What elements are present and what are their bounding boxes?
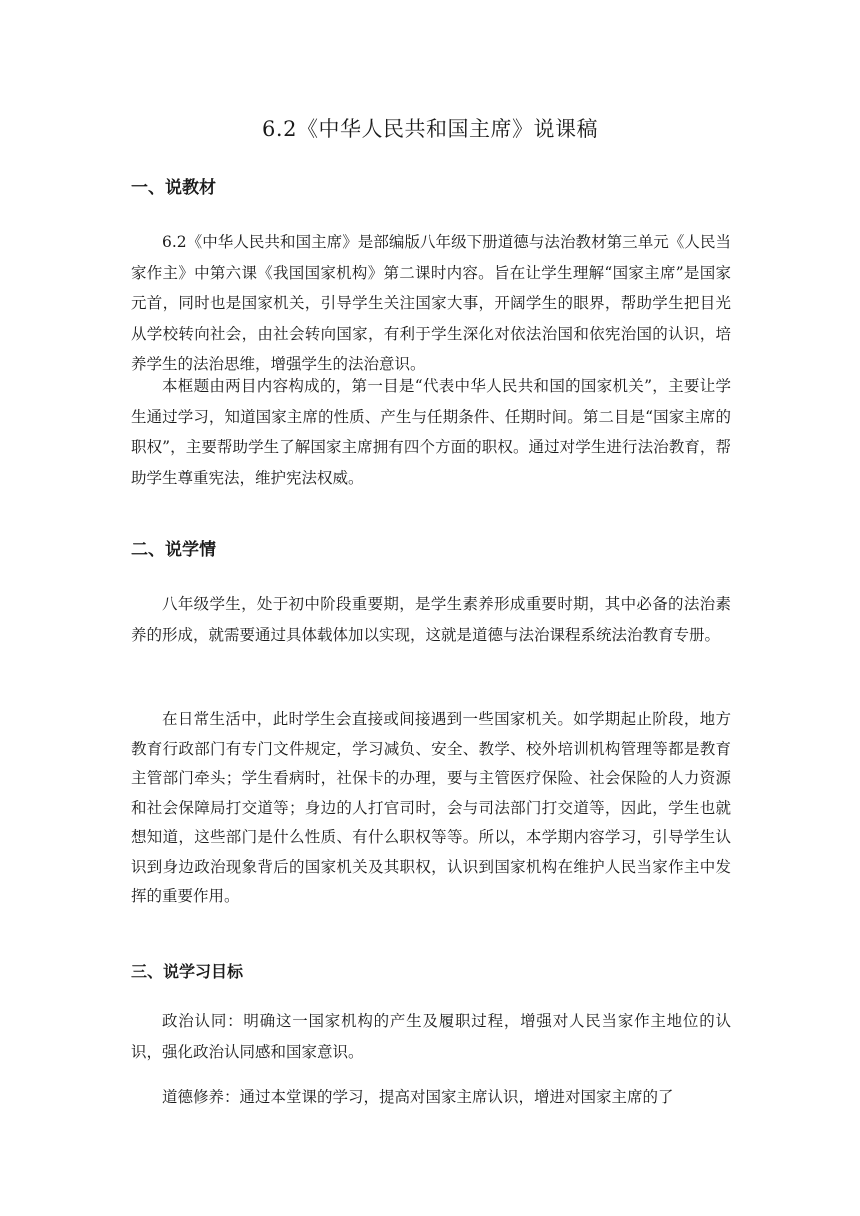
section-heading-textbook: 一、说教材 xyxy=(131,178,216,198)
section-heading-objectives: 三、说学习目标 xyxy=(131,962,244,981)
paragraph-objective-political: 政治认同：明确这一国家机构的产生及履职过程，增强对人民当家作主地位的认识，强化政治认同感和国家意识。 xyxy=(131,1012,731,1061)
paragraph-learners-stage: 八年级学生，处于初中阶段重要期，是学生素养形成重要时期，其中必备的法治素养的形成，就需要通过具体载体加以实现，这就是道德与法治课程系统法治教育专册。 xyxy=(131,595,731,644)
paragraph-objective-moral: 道德修养：通过本堂课的学习，提高对国家主席认识，增进对国家主席的了 xyxy=(162,1088,674,1106)
section-heading-learners: 二、说学情 xyxy=(131,540,216,560)
paragraph-textbook-intro: 6.2《中华人民共和国主席》是部编版八年级下册道德与法治教材第三单元《人民当家作主》中第六课《我国国家机构》第二课时内容。旨在让学生理解“国家主席”是国家元首，同时也是国家机关，引导学生关注国家大事，开阔学生的眼界，帮助学生把目光从学校转向社会，由社会转向国家，有利于学生深化对依法治国和依宪治国的认识，培养学生的法治思维，增强学生的法治意识。 xyxy=(131,233,731,373)
document-title: 6.2《中华人民共和国主席》说课稿 xyxy=(262,117,598,141)
paragraph-learners-daily-life: 在日常生活中，此时学生会直接或间接遇到一些国家机关。如学期起止阶段，地方教育行政部门有专门文件规定，学习减负、安全、教学、校外培训机构管理等都是教育主管部门牵头；学生看病时，社保卡的办理，要与主管医疗保险、社会保险的人力资源和社会保障局打交道等；身边的人打官司时，会与司法部门打交道等，因此，学生也就想知道，这些部门是什么性质、有什么职权等等。所以，本学期内容学习，引导学生认识到身边政治现象背后的国家机关及其职权，认识到国家机构在维护人民当家作主中发挥的重要作用。 xyxy=(131,710,731,905)
paragraph-textbook-structure: 本框题由两目内容构成的，第一目是“代表中华人民共和国的国家机关”，主要让学生通过学习，知道国家主席的性质、产生与任期条件、任期时间。第二目是“国家主席的职权”，主要帮助学生了解国家主席拥有四个方面的职权。通过对学生进行法治教育，帮助学生尊重宪法，维护宪法权威。 xyxy=(131,377,731,487)
